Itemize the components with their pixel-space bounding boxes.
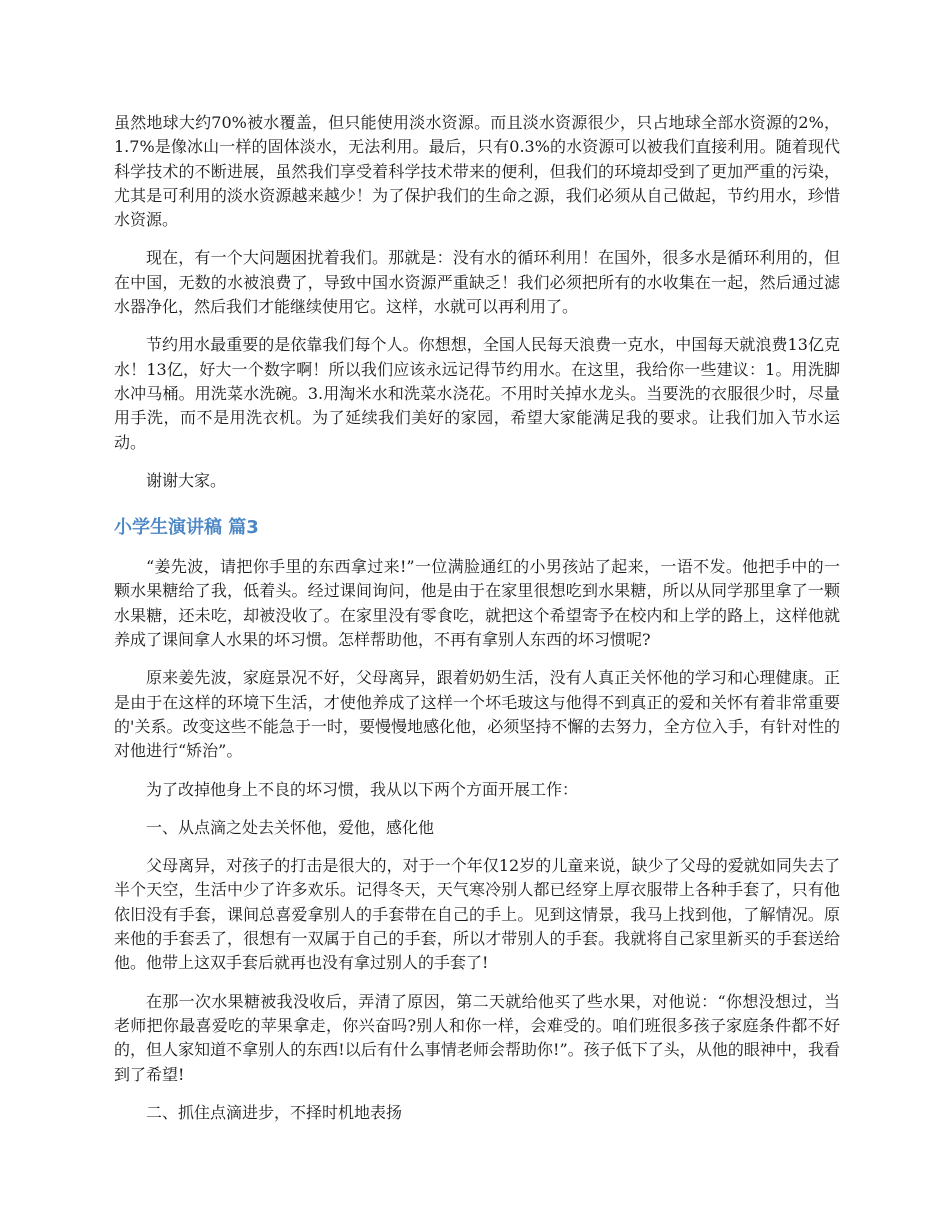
section-heading: 小学生演讲稿 篇3: [114, 517, 259, 539]
subheading-praise: 二、抓住点滴进步，不择时机地表扬: [146, 1102, 403, 1122]
paragraph-water-recycling: 现在，有一个大问题困扰着我们。那就是：没有水的循环利用！在国外，很多水是循环利用的，但在中国，无数的水被浪费了，导致中国水资源严重缺乏！我们必须把所有的水收集在一起，然后通过滤水器净化，然后我们才能继续使用它。这样，水就可以再利用了。: [114, 248, 840, 317]
paragraph-family-background: 原来姜先波，家庭景况不好，父母离异，跟着奶奶生活，没有人真正关怀他的学习和心理健康。正是由于在这样的环境下生活，才使他养成了这样一个坏毛玻这与他得不到真正的爱和关怀有着非常重要的'关系。改变这些不能急于一时，要慢慢地感化他，必须坚持不懈的去努力，全方位入手，有针对性的对他进行“矫治”。: [114, 668, 840, 761]
paragraph-thanks: 谢谢大家。: [146, 470, 227, 490]
subheading-care: 一、从点滴之处去关怀他，爱他，感化他: [146, 817, 435, 837]
paragraph-water-coverage: 虽然地球大约70%被水覆盖，但只能使用淡水资源。而且淡水资源很少，只占地球全部水资源的2%，1.7%是像冰山一样的固体淡水，无法利用。最后，只有0.3%的水资源可以被我们直接利用。随着现代科学技术的不断进展，虽然我们享受着科学技术带来的便利，但我们的环境却受到了更加严重的污染，尤其是可利用的淡水资源越来越少！为了保护我们的生命之源，我们必须从自己做起，节约用水，珍惜水资源。: [114, 113, 840, 230]
paragraph-work-intro: 为了改掉他身上不良的坏习惯，我从以下两个方面开展工作：: [146, 779, 579, 799]
paragraph-fruit-gift: 在那一次水果糖被我没收后，弄清了原因，第二天就给他买了些水果，对他说：“你想没想过，当老师把你最喜爱吃的苹果拿走，你兴奋吗?别人和你一样，会难受的。咱们班很多孩子家庭条件都不好的，但人家知道不拿别人的东西!以后有什么事情老师会帮助你!”。孩子低下了头，从他的眼神中，我看到了希望!: [114, 991, 840, 1084]
paragraph-gloves: 父母离异，对孩子的打击是很大的，对于一个年仅12岁的儿童来说，缺少了父母的爱就如同失去了半个天空，生活中少了许多欢乐。记得冬天，天气寒冷别人都已经穿上厚衣服带上各种手套了，只有他依旧没有手套，课间总喜爱拿别人的手套带在自己的手上。见到这情景，我马上找到他，了解情况。原来他的手套丢了，很想有一双属于自己的手套，所以才带别人的手套。我就将自己家里新买的手套送给他。他带上这双手套后就再也没有拿过别人的手套了!: [114, 856, 840, 973]
document-page: [114, 111, 840, 1139]
paragraph-water-saving-tips: 节约用水最重要的是依靠我们每个人。你想想，全国人民每天浪费一克水，中国每天就浪费13亿克水！13亿，好大一个数字啊！所以我们应该永远记得节约用水。在这里，我给你一些建议：1。用洗脚水冲马桶。用洗菜水洗碗。3.用淘米水和洗菜水浇花。不用时关掉水龙头。当要洗的衣服很少时，尽量用手洗，而不是用洗衣机。为了延续我们美好的家园，希望大家能满足我的要求。让我们加入节水运动。: [114, 335, 840, 452]
paragraph-fruit-candy: “姜先波，请把你手里的东西拿过来!”一位满脸通红的小男孩站了起来，一语不发。他把手中的一颗水果糖给了我，低着头。经过课间询问，他是由于在家里很想吃到水果糖，所以从同学那里拿了一颗水果糖，还未吃，却被没收了。在家里没有零食吃，就把这个希望寄予在校内和上学的路上，这样他就养成了课间拿人水果的坏习惯。怎样帮助他，不再有拿别人东西的坏习惯呢?: [114, 557, 840, 650]
